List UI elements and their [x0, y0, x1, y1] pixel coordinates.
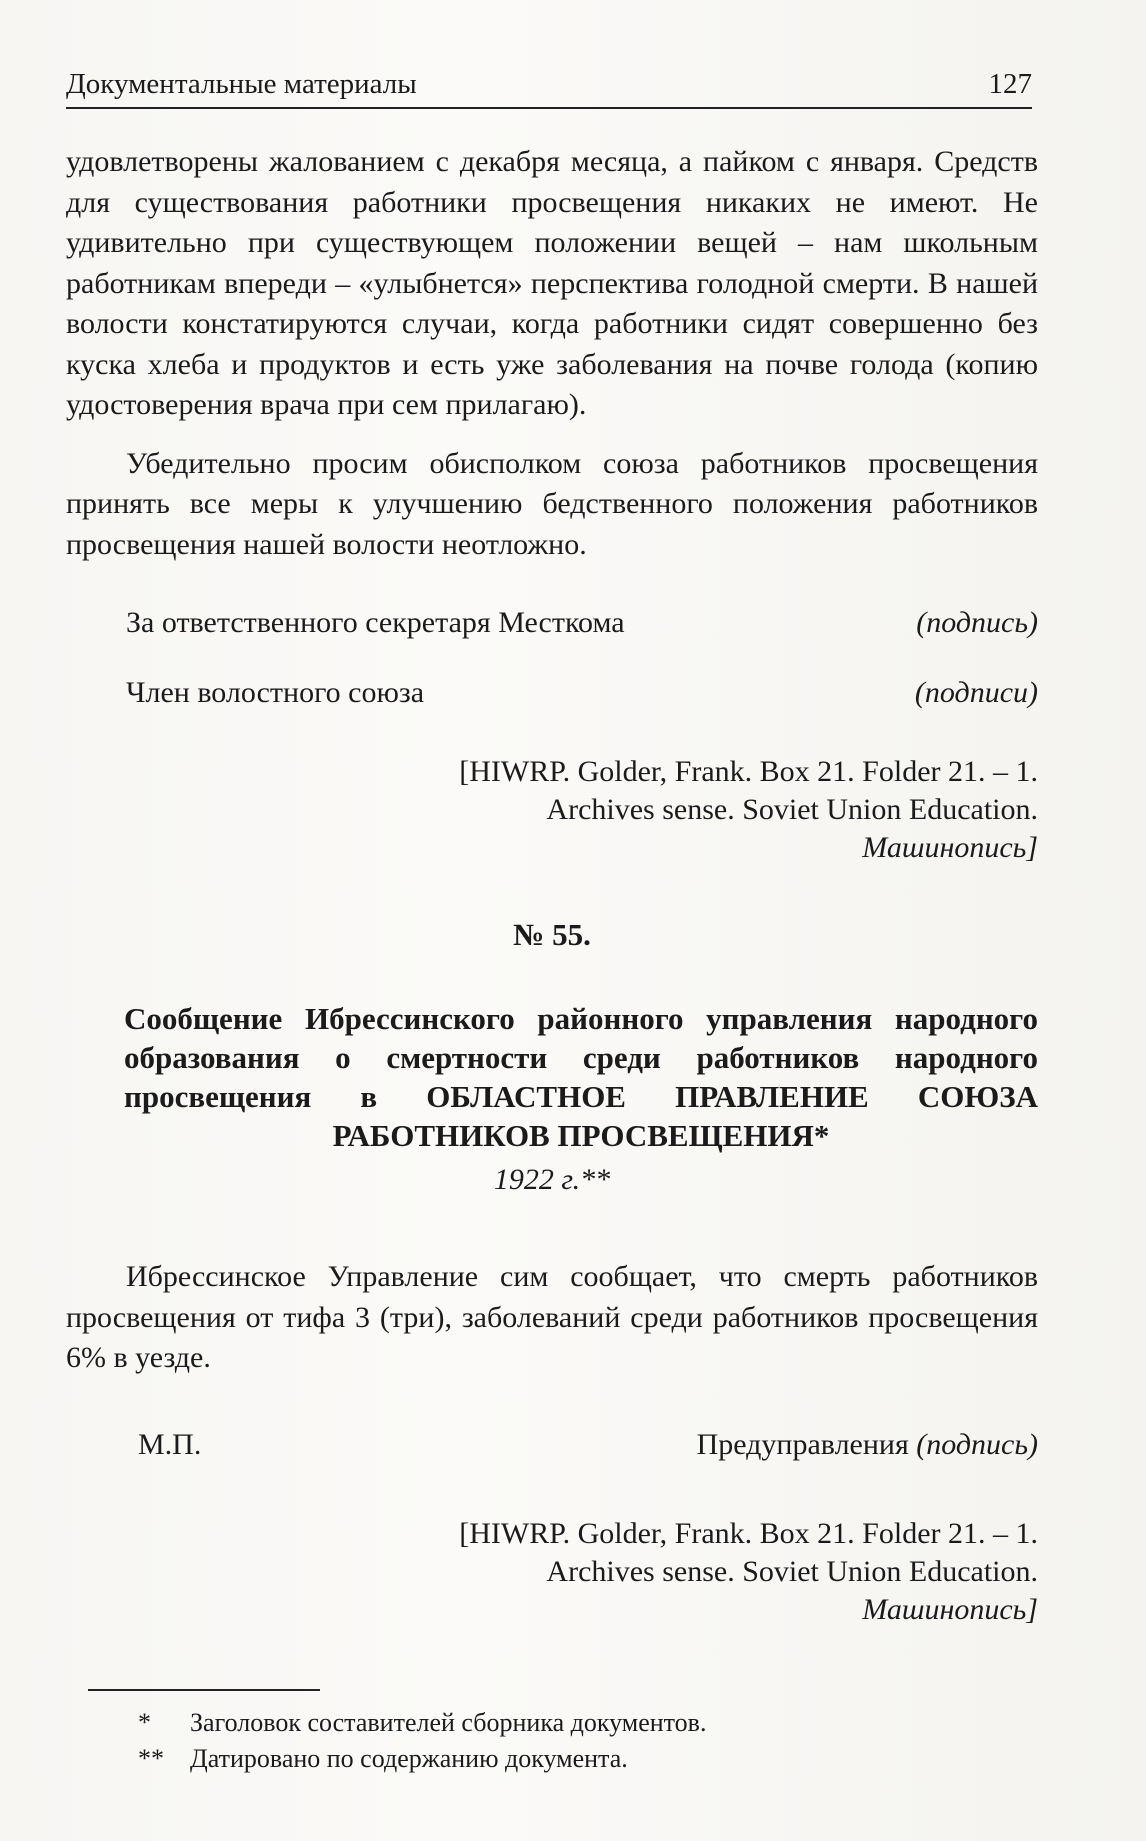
signature-label: За ответственного секретаря Месткома: [126, 606, 625, 639]
doc54-archive-source: [66, 753, 1038, 867]
page-number: 127: [988, 68, 1032, 100]
doc54-paragraph-2: Убедительно просим обисполком союза работников просвещения принять все меры к улучшению бедственного положения работников просвещения нашей волости неотложно.: [66, 446, 1038, 561]
running-header-title: Документальные материалы: [66, 68, 417, 100]
signature-note: (подписи): [914, 676, 1038, 709]
source-line: [HIWRP. Golder, Frank. Box 21. Folder 21. – 1.: [459, 755, 1038, 788]
doc54-paragraph-1: удовлетворены жалованием с декабря месяца, а пайком с января. Средств для существования работники просвещения никаких не имеют. Не удивительно при существующем положении вещей – нам школьным работникам впереди – «улыбнется» перспектива голодной смерти. В нашей волости констатируются случаи, когда работники сидят совершенно без куска хлеба и продуктов и есть уже заболевания на почве голода (копию удостоверения врача при сем прилагаю).: [66, 145, 1038, 421]
doc54-signature-1: [66, 603, 1038, 643]
footnote-mark: **: [138, 1743, 164, 1773]
doc55-signature: [697, 1425, 1038, 1465]
footnote-2: [138, 1741, 1038, 1777]
doc54-signature-2: [66, 673, 1038, 713]
doc55-date: 1922 г.**: [493, 1163, 611, 1196]
signature-label: Предуправления: [696, 1427, 909, 1461]
source-line: Archives sense. Soviet Union Education.: [546, 1554, 1038, 1588]
doc55-title: Сообщение Ибрессинского районного управления народного образования о смертности среди работников народного просвещения в ОБЛАСТНОЕ ПРАВЛЕНИЕ СОЮЗА РАБОТНИКОВ ПРОСВЕЩЕНИЯ*: [124, 1001, 1038, 1153]
footnote-1: [138, 1705, 1038, 1741]
doc55-archive-source: [66, 1515, 1038, 1629]
signature-note: (подпись): [916, 1427, 1038, 1461]
page-content: [66, 142, 1038, 1777]
doc55-body: Ибрессинское Управление сим сообщает, что смерть работников просвещения от тифа 3 (три), заболеваний среди работников просвещения 6% в уезде.: [66, 1260, 1038, 1374]
source-line: Archives sense. Soviet Union Education.: [546, 793, 1038, 826]
running-header: [66, 68, 1032, 109]
footnote-text: Заголовок составителей сборника документов.: [190, 1707, 707, 1737]
footnote-rule: [88, 1689, 320, 1691]
signature-label: Член волостного союза: [126, 676, 425, 709]
footnote-mark: *: [138, 1707, 151, 1737]
stamp-mark: М.П.: [138, 1427, 202, 1461]
footnote-text: Датировано по содержанию документа.: [190, 1743, 628, 1773]
source-line-type: Машинопись]: [862, 831, 1038, 864]
source-line: [HIWRP. Golder, Frank. Box 21. Folder 21. – 1.: [459, 1516, 1038, 1550]
doc55-signature-row: [66, 1425, 1038, 1465]
signature-note: (подпись): [916, 606, 1038, 639]
doc55-number: № 55.: [513, 917, 591, 952]
source-line-type: Машинопись]: [862, 1592, 1038, 1626]
